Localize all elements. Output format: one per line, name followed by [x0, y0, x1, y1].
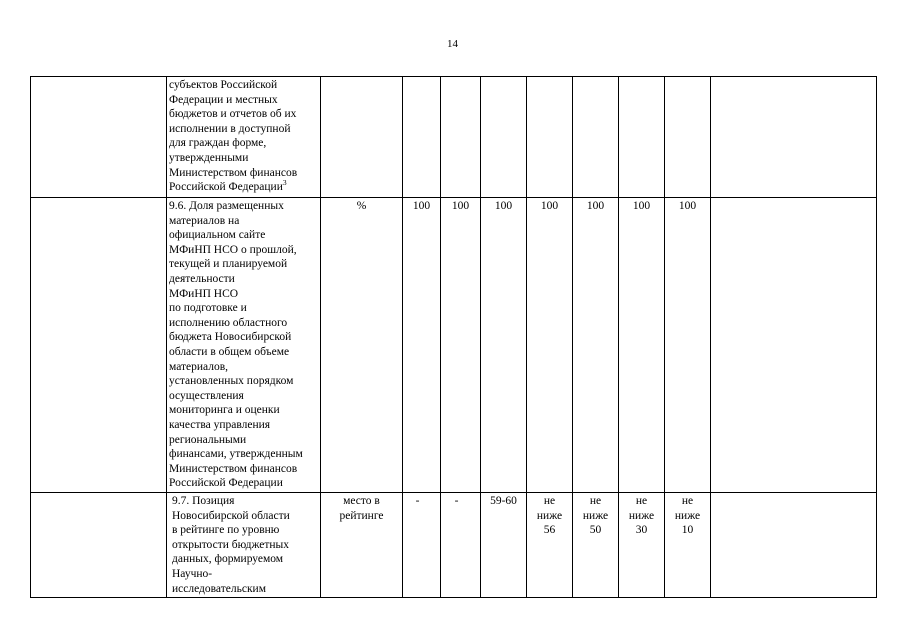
value-line: ниже [536, 509, 563, 522]
desc-line: 9.7. Позиция [172, 495, 235, 507]
cell-empty [711, 493, 877, 598]
desc-line: исполнении в доступной [169, 122, 291, 135]
desc-line: официальном сайте [169, 229, 266, 242]
table-body [31, 77, 877, 598]
desc-line: 9.6. Доля размещенных [169, 200, 284, 212]
cell-empty [31, 198, 167, 493]
unit-line: % [356, 200, 367, 212]
table-row [31, 493, 877, 598]
value-cell [665, 493, 711, 598]
desc-line: осуществления [169, 389, 244, 402]
value-cell [573, 77, 619, 198]
table-row [31, 77, 877, 198]
value-cell [403, 198, 441, 493]
unit-cell [321, 77, 403, 198]
value-line: - [415, 495, 420, 507]
value-line: 100 [412, 200, 431, 212]
value-line: 100 [540, 200, 559, 212]
desc-line: утвержденными [169, 151, 249, 164]
value-cell [573, 198, 619, 493]
value-line: не [681, 495, 694, 507]
value-line: 100 [494, 200, 513, 212]
value-line: - [454, 495, 459, 507]
value-line: 100 [678, 200, 697, 212]
value-cell [481, 493, 527, 598]
desc-line: исследовательским [172, 582, 266, 595]
value-cell [481, 77, 527, 198]
value-cell [619, 77, 665, 198]
value-line: 10 [681, 524, 694, 537]
indicator-description [167, 198, 321, 493]
value-line: 50 [589, 524, 602, 537]
value-line: 100 [632, 200, 651, 212]
desc-line: для граждан форме, [169, 137, 267, 150]
desc-line: МФиНП НСО [169, 287, 239, 300]
value-cell [573, 493, 619, 598]
desc-line: субъектов Российской [169, 79, 278, 91]
desc-line: бюджетов и отчетов об их [169, 108, 297, 121]
desc-line: Министерством финансов [169, 166, 298, 179]
desc-line: Новосибирской области [172, 509, 290, 522]
value-line: 100 [451, 200, 470, 212]
value-cell [527, 493, 573, 598]
value-cell [441, 77, 481, 198]
value-cell [481, 198, 527, 493]
desc-line: Министерством финансов [169, 462, 298, 475]
indicators-table [30, 76, 877, 598]
desc-line-with-footnote [169, 180, 318, 195]
unit-line: рейтинге [339, 509, 384, 522]
value-cell [665, 77, 711, 198]
desc-line: открытости бюджетных [172, 538, 290, 551]
desc-line: текущей и планируемой [169, 258, 288, 271]
desc-line: региональными [169, 433, 247, 446]
value-line: ниже [582, 509, 609, 522]
value-line: 30 [635, 524, 648, 537]
indicator-description [167, 493, 321, 598]
value-line: ниже [674, 509, 701, 522]
value-cell [619, 198, 665, 493]
desc-line: области в общем объеме [169, 345, 290, 358]
value-line: 100 [586, 200, 605, 212]
value-cell [441, 198, 481, 493]
desc-line: мониторинга и оценки [169, 404, 280, 417]
value-line: ниже [628, 509, 655, 522]
value-cell [619, 493, 665, 598]
desc-line: качества управления [169, 418, 271, 431]
value-cell [527, 198, 573, 493]
value-cell [665, 198, 711, 493]
cell-empty [711, 77, 877, 198]
value-cell [527, 77, 573, 198]
footnote-mark: 3 [282, 178, 287, 188]
desc-line: Российской Федерации [169, 181, 283, 194]
value-line: не [543, 495, 556, 507]
value-line: не [589, 495, 602, 507]
desc-line: Российской Федерации [169, 477, 283, 490]
cell-empty [31, 493, 167, 598]
unit-line: место в [343, 495, 380, 507]
desc-line: бюджета Новосибирской [169, 331, 292, 344]
value-line: не [635, 495, 648, 507]
desc-line: в рейтинге по уровню [172, 524, 280, 537]
cell-empty [711, 198, 877, 493]
desc-line: исполнению областного [169, 316, 288, 329]
desc-line: материалов на [169, 214, 240, 227]
unit-cell [321, 198, 403, 493]
value-cell [441, 493, 481, 598]
desc-line: Научно- [172, 567, 213, 580]
desc-line: Федерации и местных [169, 93, 278, 106]
page-number: 14 [447, 38, 458, 50]
value-cell [403, 493, 441, 598]
value-line: 59-60 [490, 495, 517, 507]
desc-line: МФиНП НСО о прошлой, [169, 243, 297, 256]
table-row [31, 198, 877, 493]
desc-line: установленных порядком [169, 375, 294, 388]
desc-line: деятельности [169, 272, 235, 285]
desc-line: финансами, утвержденным [169, 448, 303, 461]
value-line: 56 [543, 524, 556, 537]
cell-empty [31, 77, 167, 198]
unit-cell [321, 493, 403, 598]
desc-line: по подготовке и [169, 302, 247, 315]
value-cell [403, 77, 441, 198]
desc-line: материалов, [169, 360, 229, 373]
indicator-description [167, 77, 321, 198]
desc-line: данных, формируемом [172, 553, 284, 566]
